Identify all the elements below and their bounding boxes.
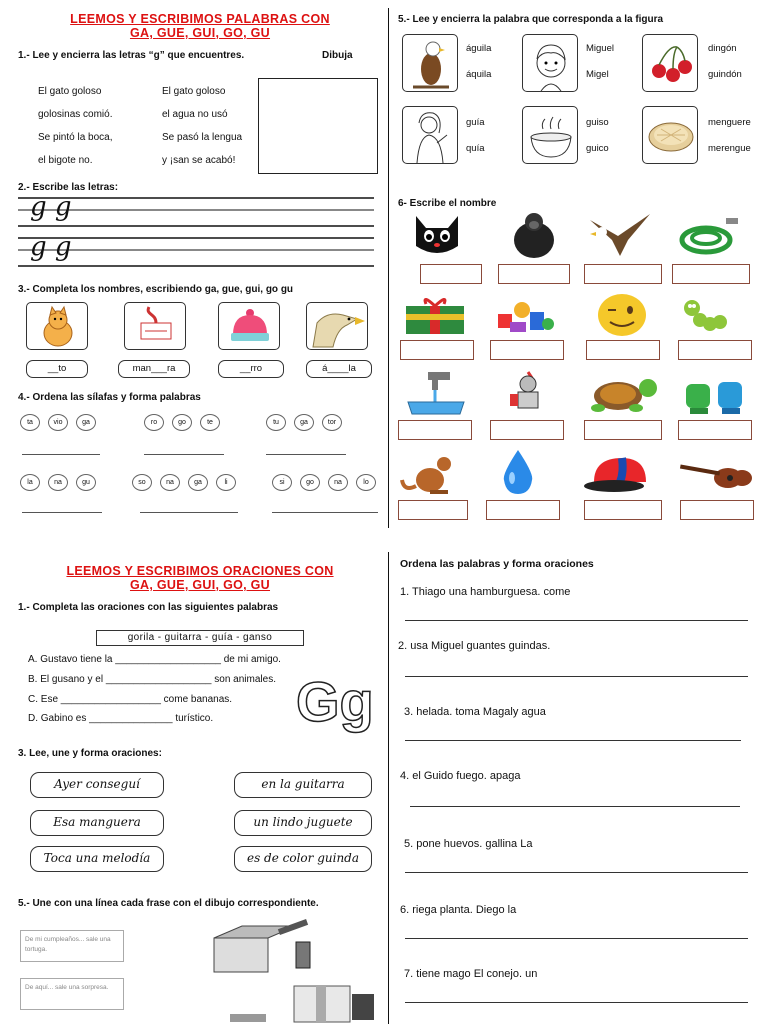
- answer-box[interactable]: [586, 340, 660, 360]
- syllable: vio: [48, 414, 68, 431]
- section-3-label: 3.- Completa los nombres, escribiendo ga, gue, gui, go gu: [18, 284, 294, 295]
- answer-box[interactable]: [678, 340, 752, 360]
- drawing-box[interactable]: [258, 78, 378, 174]
- gorilla-icon: [506, 210, 562, 260]
- order-item-6: 6. riega planta. Diego la: [400, 904, 517, 916]
- answer-line[interactable]: [140, 512, 238, 513]
- answer-box[interactable]: [398, 420, 472, 440]
- order-item-4: 4. el Guido fuego. apaga: [400, 770, 521, 782]
- syllable: ga: [188, 474, 208, 491]
- answer-line[interactable]: [405, 620, 748, 621]
- turtle-icon: [582, 372, 662, 416]
- hose-icon: [676, 210, 742, 260]
- worksheet-title-top: LEEMOS Y ESCRIBIMOS PALABRAS CON GA, GUE, GUI, GO, GU: [70, 12, 330, 40]
- phrase-card-1[interactable]: De mi cumpleaños... sale una tortuga.: [20, 930, 124, 962]
- answer-line[interactable]: [22, 454, 100, 455]
- answer-box[interactable]: [498, 264, 570, 284]
- word-option[interactable]: Migel: [586, 69, 609, 80]
- phrase-card-2[interactable]: De aquí... sale una sorpresa.: [20, 978, 124, 1010]
- sentence-c: C. Ese __________________ come bananas.: [28, 694, 233, 705]
- column-divider-top: [388, 8, 389, 528]
- answer-line[interactable]: [22, 512, 102, 513]
- poem-left: El gato goloso golosinas comió. Se pintó la boca, el bigote no.: [38, 86, 113, 166]
- answer-box[interactable]: [680, 500, 754, 520]
- column-divider-bottom: [388, 552, 389, 1024]
- pie-icon: [642, 106, 698, 164]
- cap-icon: [584, 452, 660, 496]
- gift-turtle-icon: [228, 980, 378, 1024]
- draw-label: Dibuja: [322, 50, 353, 61]
- bottom-section-3-label: 3. Lee, une y forma oraciones:: [18, 748, 162, 759]
- sentence-d: D. Gabino es _______________ turístico.: [28, 713, 214, 724]
- syllable: go: [300, 474, 320, 491]
- woman-icon: [402, 106, 458, 164]
- syllable: li: [216, 474, 236, 491]
- answer-box[interactable]: [398, 500, 468, 520]
- bottom-section-1-label: 1.- Completa las oraciones con las siguientes palabras: [18, 602, 279, 613]
- phrase-right-1[interactable]: en la guitarra: [234, 772, 372, 798]
- order-item-7: 7. tiene mago El conejo. un: [404, 968, 538, 980]
- answer-line[interactable]: [405, 1002, 748, 1003]
- syllable: na: [48, 474, 68, 491]
- answer-line[interactable]: [405, 676, 748, 677]
- syllable: si: [272, 474, 292, 491]
- handwriting-row-2[interactable]: [18, 232, 374, 268]
- word-option[interactable]: Miguel: [586, 43, 614, 54]
- winking-face-icon: [594, 292, 650, 338]
- answer-box[interactable]: [420, 264, 482, 284]
- answer-box[interactable]: [672, 264, 750, 284]
- answer-box[interactable]: [584, 264, 662, 284]
- blank-3[interactable]: __rro: [218, 360, 284, 378]
- section-2-label: 2.- Escribe las letras:: [18, 182, 119, 193]
- blank-4[interactable]: á____la: [306, 360, 372, 378]
- eagle-icon: [306, 302, 368, 350]
- word-option[interactable]: guico: [586, 143, 609, 154]
- stew-icon: [522, 106, 578, 164]
- syllable: ro: [144, 414, 164, 431]
- answer-box[interactable]: [678, 420, 752, 440]
- syllable: na: [160, 474, 180, 491]
- sentence-a: A. Gustavo tiene la ___________________ de mi amigo.: [28, 654, 281, 665]
- blank-2[interactable]: man___ra: [118, 360, 190, 378]
- word-option[interactable]: menguere: [708, 117, 751, 128]
- handwriting-sample-1: g g: [30, 192, 72, 222]
- blank-1[interactable]: __to: [26, 360, 88, 378]
- phrase-right-3[interactable]: es de color guinda: [234, 846, 372, 872]
- order-words-label: Ordena las palabras y forma oraciones: [400, 558, 594, 570]
- order-item-5: 5. pone huevos. gallina La: [404, 838, 533, 850]
- big-gg-letters: Gg: [296, 670, 374, 733]
- knight-icon: [506, 370, 550, 416]
- phrase-left-1[interactable]: Ayer conseguí: [30, 772, 164, 798]
- answer-box[interactable]: [584, 420, 662, 440]
- faucet-icon: [404, 370, 468, 416]
- syllable: ta: [20, 414, 40, 431]
- word-option[interactable]: merengue: [708, 143, 751, 154]
- section-6-label: 6- Escribe el nombre: [398, 198, 497, 209]
- cat-icon: [410, 212, 464, 260]
- answer-line[interactable]: [144, 454, 224, 455]
- handwriting-sample-2: g g: [30, 232, 72, 262]
- syllable: so: [132, 474, 152, 491]
- syllable: na: [328, 474, 348, 491]
- order-item-2: 2. usa Miguel guantes guindas.: [398, 640, 551, 652]
- hat-icon: [218, 302, 280, 350]
- order-item-3: 3. helada. toma Magaly agua: [404, 706, 546, 718]
- kangaroo-icon: [400, 452, 468, 496]
- bottom-section-5-label: 5.- Une con una línea cada frase con el dibujo correspondiente.: [18, 898, 319, 909]
- section-5-label: 5.- Lee y encierra la palabra que corresponda a la figura: [398, 14, 664, 25]
- syllable: gu: [76, 474, 96, 491]
- word-option[interactable]: águila: [466, 43, 492, 54]
- poem-right: El gato goloso el agua no usó Se pasó la lengua y ¡san se acabó!: [162, 86, 243, 166]
- magic-box-icon: [208, 916, 328, 976]
- answer-box[interactable]: [400, 340, 474, 360]
- guitar-icon: [676, 454, 756, 494]
- answer-line[interactable]: [405, 740, 741, 741]
- phrase-right-2[interactable]: un lindo juguete: [234, 810, 372, 836]
- syllable: te: [200, 414, 220, 431]
- syllable: ga: [76, 414, 96, 431]
- hose-icon: [124, 302, 186, 350]
- section-1-label: 1.- Lee y encierra las letras “g” que encuentres.: [18, 50, 245, 61]
- answer-line[interactable]: [405, 872, 748, 873]
- boy-icon: [522, 34, 578, 92]
- word-bank: gorila - guitarra - guía - ganso: [96, 630, 304, 646]
- gloves-icon: [682, 372, 748, 416]
- answer-box[interactable]: [486, 500, 560, 520]
- answer-box[interactable]: [490, 340, 564, 360]
- answer-line[interactable]: [410, 806, 740, 807]
- answer-box[interactable]: [584, 500, 662, 520]
- word-option[interactable]: guía: [466, 117, 485, 128]
- order-item-1: 1. Thiago una hamburguesa. come: [400, 586, 571, 598]
- phrase-left-2[interactable]: Esa manguera: [30, 810, 164, 836]
- water-drop-icon: [496, 448, 540, 496]
- cherries-icon: [642, 34, 698, 92]
- word-option[interactable]: quía: [466, 143, 485, 154]
- answer-box[interactable]: [490, 420, 564, 440]
- eagle-icon: [588, 210, 652, 260]
- word-option[interactable]: guiso: [586, 117, 609, 128]
- syllable: tor: [322, 414, 342, 431]
- word-option[interactable]: áquila: [466, 69, 492, 80]
- answer-line[interactable]: [405, 938, 748, 939]
- caterpillar-icon: [680, 292, 732, 338]
- word-option[interactable]: dingón: [708, 43, 737, 54]
- syllable: ga: [294, 414, 314, 431]
- handwriting-row-1[interactable]: [18, 192, 374, 228]
- phrase-left-3[interactable]: Toca una melodía: [30, 846, 164, 872]
- section-4-label: 4.- Ordena las sílafas y forma palabras: [18, 392, 201, 403]
- syllable: lo: [356, 474, 376, 491]
- syllable: go: [172, 414, 192, 431]
- toys-icon: [494, 292, 558, 336]
- answer-line[interactable]: [272, 512, 378, 513]
- eagle-icon: [402, 34, 458, 92]
- word-option[interactable]: guindón: [708, 69, 742, 80]
- cat-icon: [26, 302, 88, 350]
- worksheet-title-bottom: LEEMOS Y ESCRIBIMOS ORACIONES CON GA, GUE, GUI, GO, GU: [66, 564, 334, 592]
- gift-icon: [402, 292, 468, 336]
- syllable: la: [20, 474, 40, 491]
- sentence-b: B. El gusano y el ___________________ son animales.: [28, 674, 276, 685]
- syllable: tu: [266, 414, 286, 431]
- answer-line[interactable]: [266, 454, 346, 455]
